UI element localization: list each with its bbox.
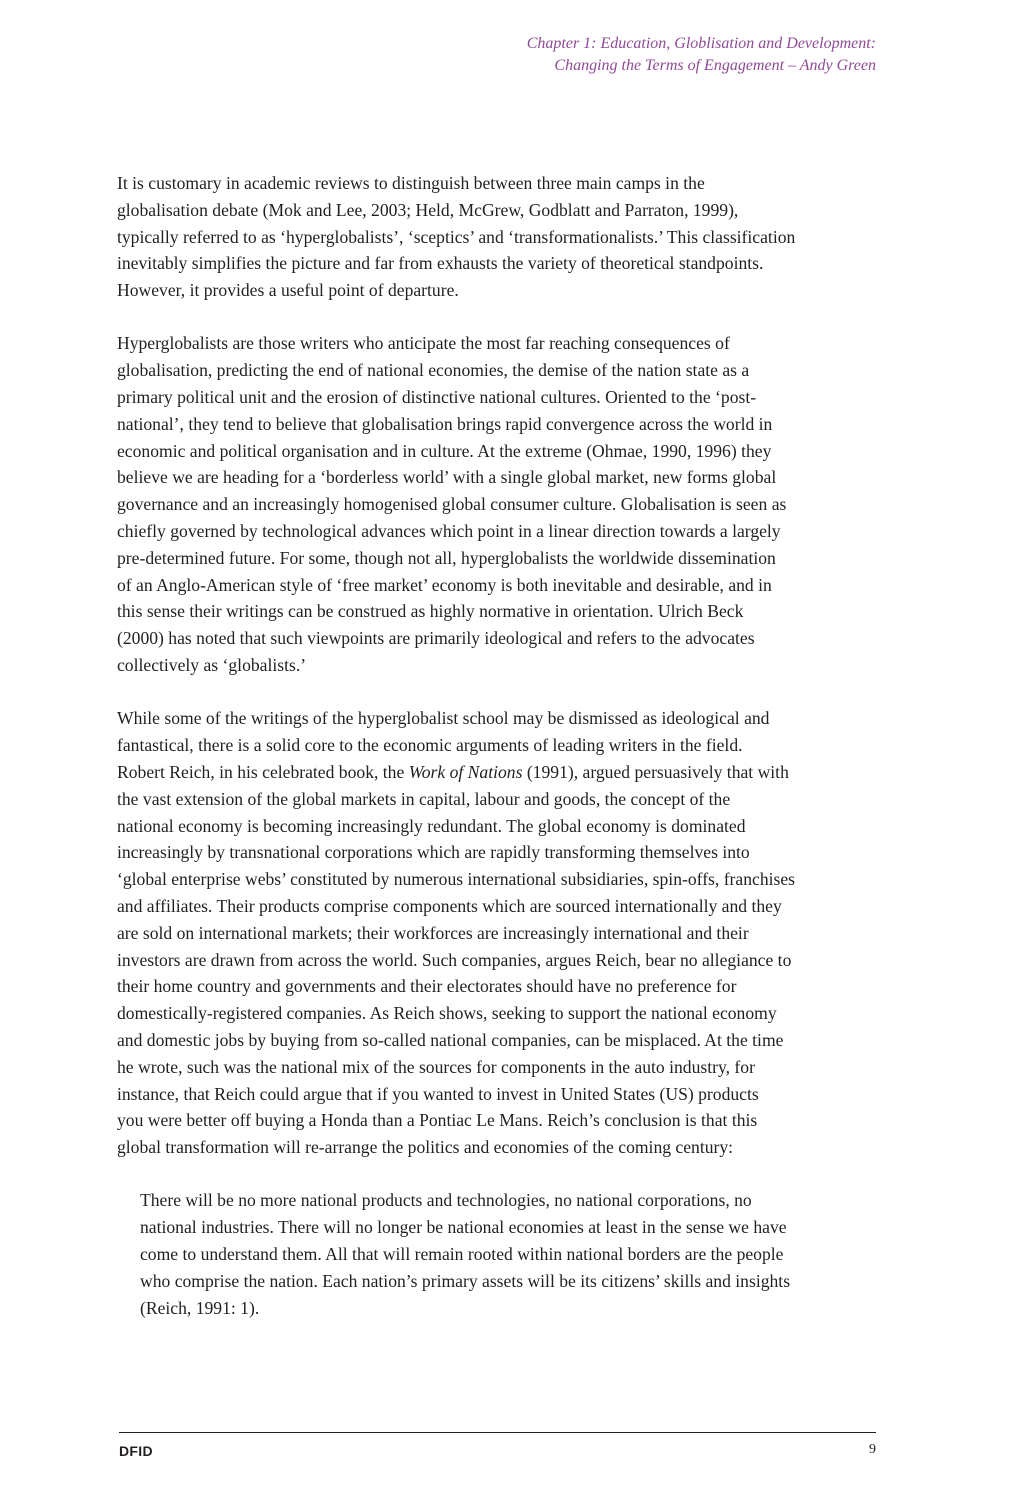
- text-line: pre-determined future. For some, though not all, hyperglobalists the worldwide dissemination: [117, 547, 776, 568]
- text-segment: (1991), argued persuasively that with: [522, 761, 789, 782]
- text-line: collectively as ‘globalists.’: [117, 655, 307, 676]
- text-line: you were better off buying a Honda than a Pontiac Le Mans. Reich’s conclusion is that this: [117, 1110, 758, 1131]
- text-line: ‘global enterprise webs’ constituted by numerous international subsidiaries, spin-offs, franchises: [117, 869, 796, 890]
- text-line: are sold on international markets; their workforces are increasingly international and their: [117, 922, 749, 943]
- text-line: While some of the writings of the hyperglobalist school may be dismissed as ideological and: [117, 708, 770, 729]
- text-line: (2000) has noted that such viewpoints are primarily ideological and refers to the advocates: [117, 628, 755, 649]
- text-line: of an Anglo-American style of ‘free market’ economy is both inevitable and desirable, and in: [117, 574, 772, 595]
- text-line: he wrote, such was the national mix of the sources for components in the auto industry, for: [117, 1056, 755, 1077]
- quote-line: who comprise the nation. Each nation’s primary assets will be its citizens’ skills and insights: [140, 1270, 791, 1291]
- paragraph-hyperglobalists: [117, 330, 877, 678]
- text-line: instance, that Reich could argue that if you wanted to invest in United States (US) products: [117, 1083, 759, 1104]
- text-line: However, it provides a useful point of departure.: [117, 280, 459, 301]
- quote-line: There will be no more national products and technologies, no national corporations, no: [140, 1190, 752, 1211]
- text-line: this sense their writings can be construed as highly normative in orientation. Ulrich Beck: [117, 601, 744, 622]
- text-line: globalisation, predicting the end of national economies, the demise of the nation state as a: [117, 360, 750, 381]
- text-segment: Robert Reich, in his celebrated book, the: [117, 761, 409, 782]
- text-line: governance and an increasingly homogenised global consumer culture. Globalisation is seen as: [117, 494, 787, 515]
- text-line: economic and political organisation and in culture. At the extreme (Ohmae, 1990, 1996) they: [117, 440, 772, 461]
- text-line: global transformation will re-arrange the politics and economies of the coming century:: [117, 1137, 734, 1158]
- text-line: It is customary in academic reviews to distinguish between three main camps in the: [117, 173, 705, 193]
- body-text: [117, 170, 877, 1321]
- text-line: and affiliates. Their products comprise components which are sourced internationally and they: [117, 895, 782, 916]
- running-header: [276, 33, 876, 77]
- text-line: increasingly by transnational corporations which are rapidly transforming themselves into: [117, 842, 750, 863]
- paragraph-reich: [117, 705, 877, 1161]
- running-header-line-2: Changing the Terms of Engagement – Andy Green: [554, 57, 876, 74]
- text-line: investors are drawn from across the world. Such companies, argues Reich, bear no allegiance to: [117, 949, 792, 970]
- text-line: national’, they tend to believe that globalisation brings rapid convergence across the world in: [117, 413, 773, 434]
- footer-publisher: DFID: [119, 1443, 153, 1459]
- text-line: believe we are heading for a ‘borderless world’ with a single global market, new forms global: [117, 467, 777, 488]
- text-line: national economy is becoming increasingly redundant. The global economy is dominated: [117, 815, 746, 836]
- text-line: the vast extension of the global markets in capital, labour and goods, the concept of the: [117, 788, 731, 809]
- text-line: domestically-registered companies. As Reich shows, seeking to support the national economy: [117, 1003, 777, 1024]
- paragraph-camps: [117, 170, 877, 304]
- book-title: Work of Nations: [408, 761, 523, 782]
- quote-line: national industries. There will no longer be national economies at least in the sense we have: [140, 1217, 787, 1238]
- text-line: fantastical, there is a solid core to the economic arguments of leading writers in the field.: [117, 735, 743, 756]
- page-number: 9: [869, 1442, 876, 1457]
- quote-line: come to understand them. All that will remain rooted within national borders are the people: [140, 1243, 784, 1264]
- running-header-line-1: Chapter 1: Education, Globlisation and Development:: [526, 35, 876, 52]
- text-line: inevitably simplifies the picture and far from exhausts the variety of theoretical standpoints.: [117, 253, 764, 274]
- text-line: primary political unit and the erosion of distinctive national cultures. Oriented to the ‘post-: [117, 387, 757, 408]
- block-quote-reich: [117, 1187, 877, 1321]
- text-line: and domestic jobs by buying from so-called national companies, can be misplaced. At the time: [117, 1029, 784, 1050]
- text-line: their home country and governments and their electorates should have no preference for: [117, 976, 737, 997]
- text-line: Hyperglobalists are those writers who anticipate the most far reaching consequences of: [117, 333, 730, 354]
- footer-divider: [119, 1432, 876, 1433]
- text-line: chiefly governed by technological advances which point in a linear direction towards a largely: [117, 521, 781, 542]
- text-line: globalisation debate (Mok and Lee, 2003; Held, McGrew, Godblatt and Parraton, 1999),: [117, 199, 739, 220]
- text-line: typically referred to as ‘hyperglobalists’, ‘sceptics’ and ‘transformationalists.’ This classification: [117, 226, 796, 247]
- quote-line: (Reich, 1991: 1).: [140, 1297, 260, 1318]
- text-line-with-title: [117, 759, 877, 786]
